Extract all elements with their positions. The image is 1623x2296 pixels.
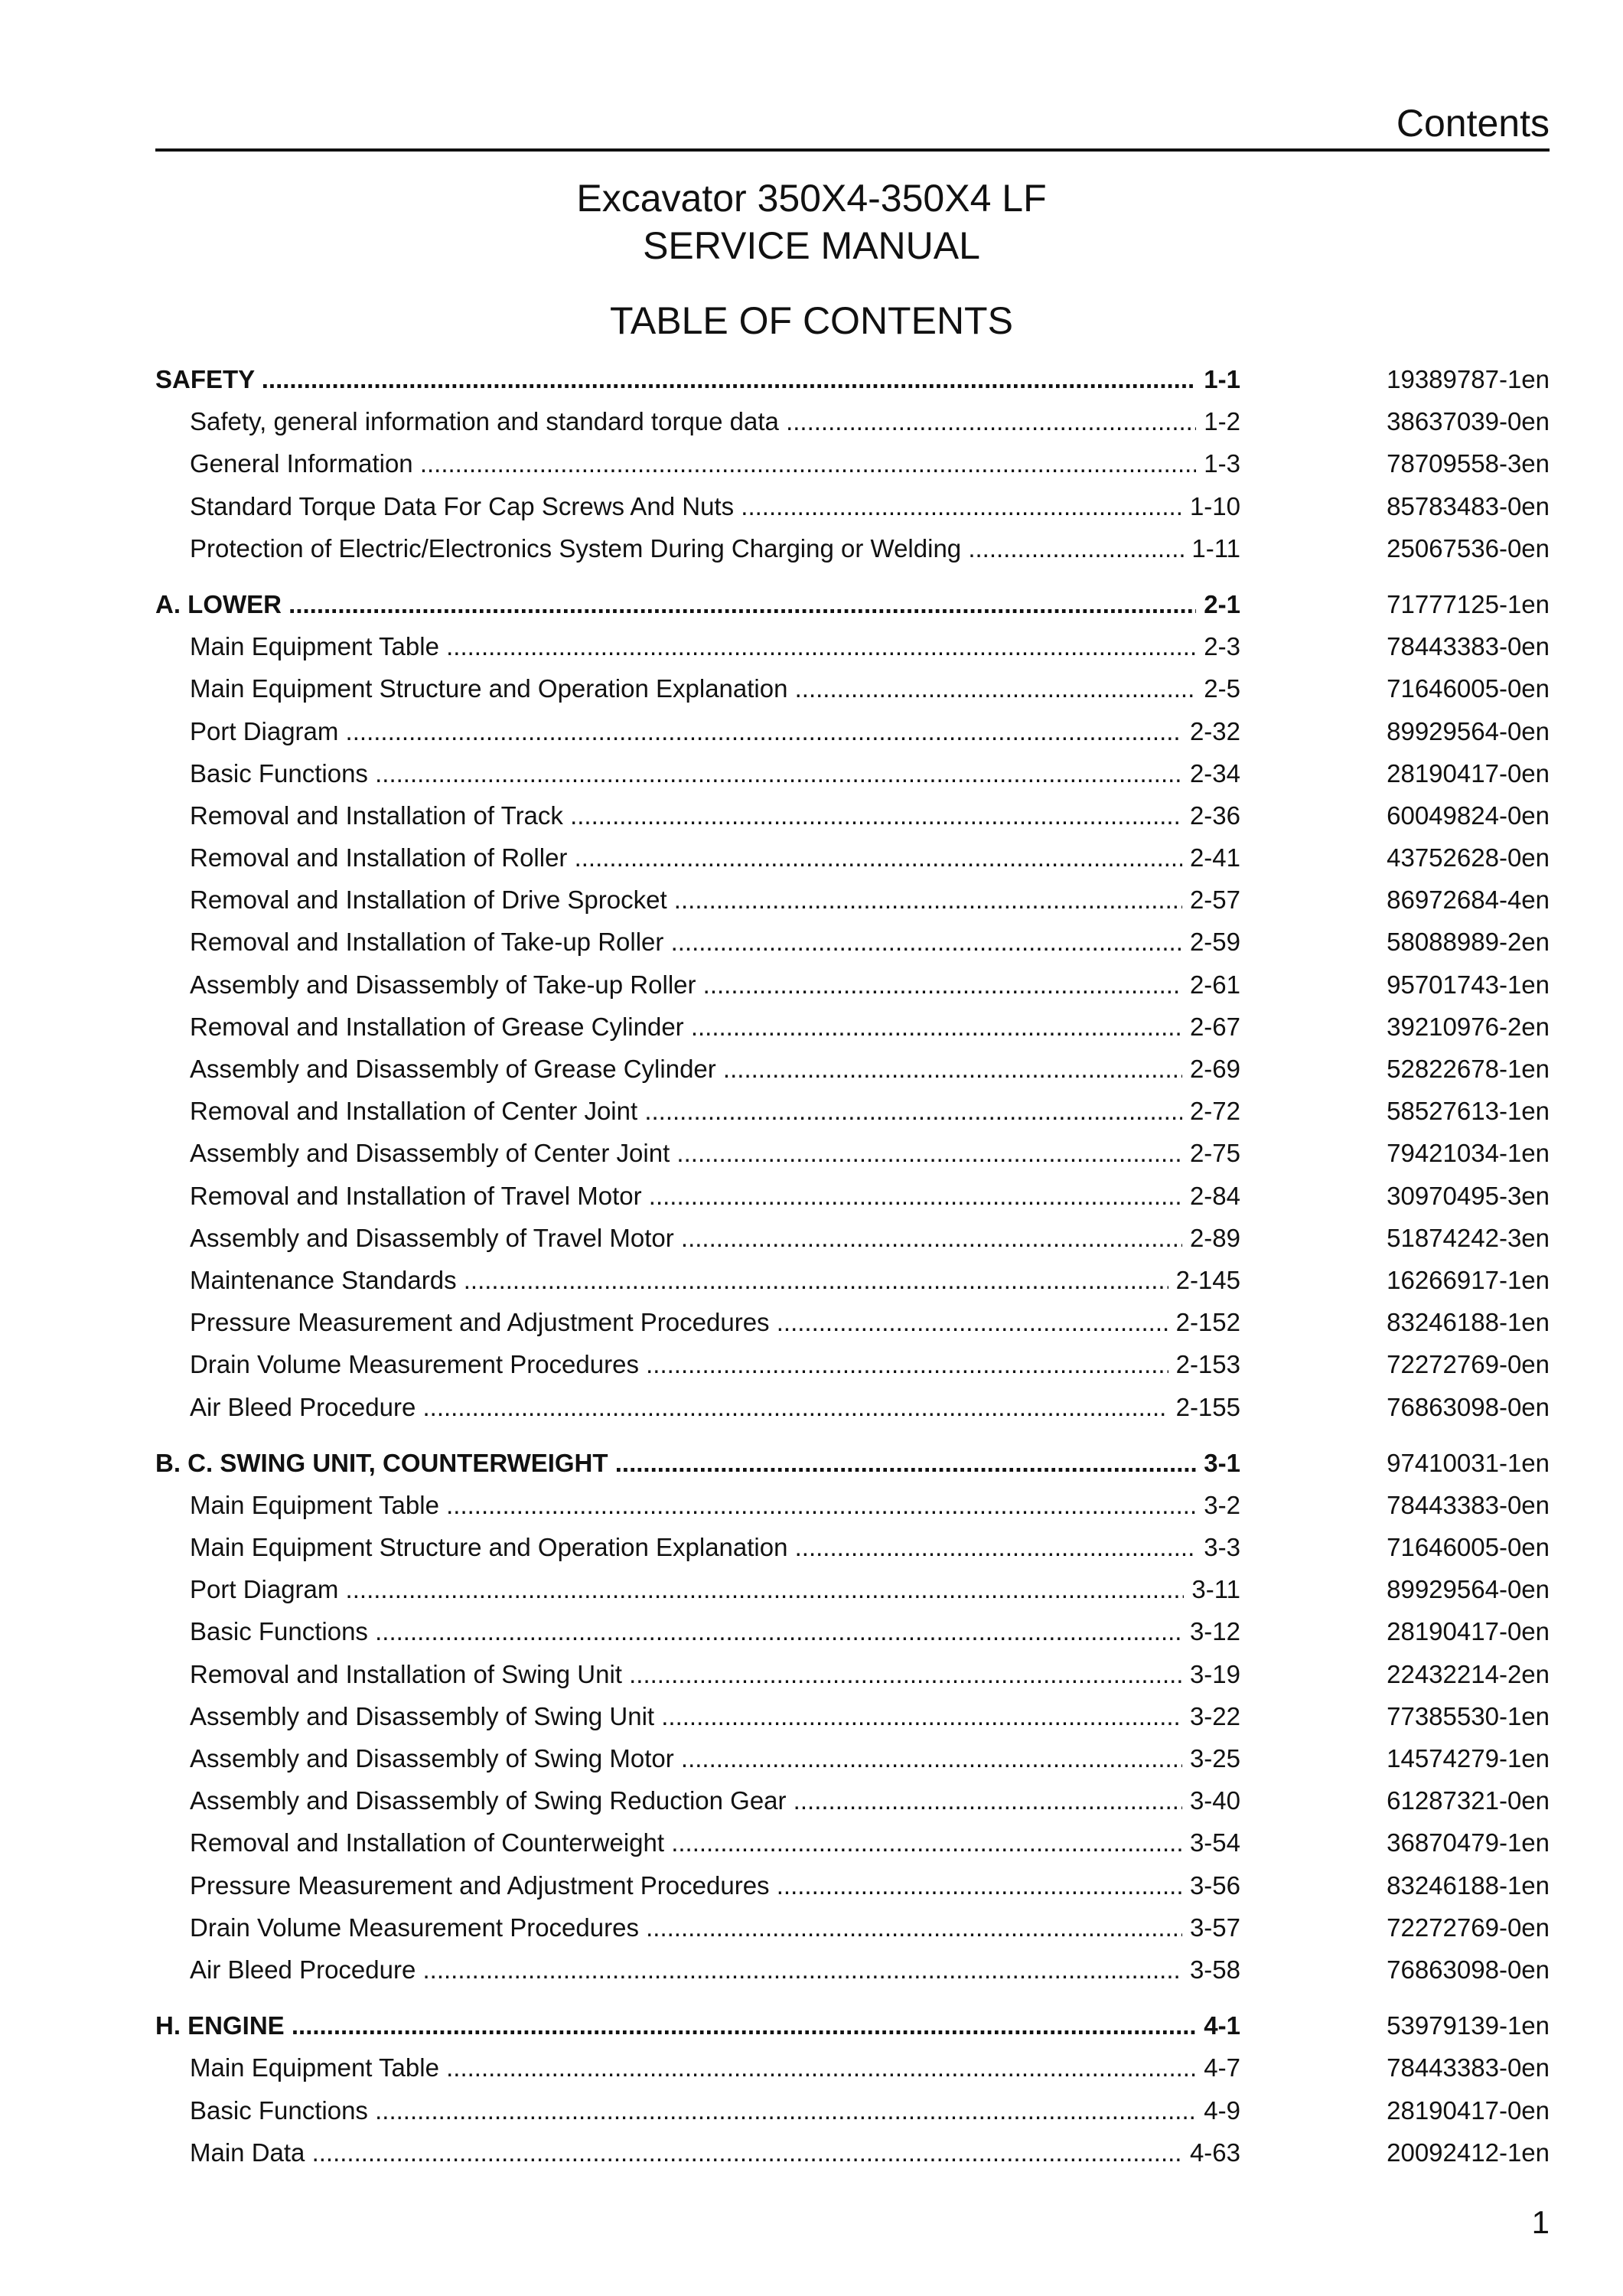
toc-doc-number: 30970495-3en: [1387, 1181, 1550, 1210]
toc-doc-number: 28190417-0en: [1387, 1617, 1550, 1646]
toc-doc-number: 43752628-0en: [1387, 843, 1550, 872]
toc-page-ref: 2-145: [1168, 1259, 1240, 1301]
toc-page-ref: 2-1: [1196, 583, 1240, 625]
toc-entry-row: [155, 2089, 1550, 2131]
toc-entry-title: Removal and Installation of Grease Cylinder .....: [190, 1006, 1240, 1048]
toc-entry-row: [155, 837, 1550, 879]
toc-entry-row: [155, 1779, 1550, 1821]
toc-doc-number: 78443383-0en: [1387, 1490, 1550, 1519]
toc-entry-title: Assembly and Disassembly of Swing Motor .....: [190, 1737, 1240, 1779]
toc-entry-title: Assembly and Disassembly of Take-up Roller .....: [190, 964, 1240, 1006]
toc-page-ref: 3-40: [1182, 1779, 1240, 1821]
toc-entry-title: Drain Volume Measurement Procedures .....: [190, 1906, 1240, 1949]
toc-page-ref: 2-155: [1168, 1386, 1240, 1428]
toc-section-row: [155, 358, 1550, 400]
toc-entry-title: Basic Functions .....: [190, 2089, 1240, 2131]
toc-page-ref: 2-84: [1182, 1175, 1240, 1217]
toc-entry-row: [155, 1737, 1550, 1779]
toc-page-ref: 3-11: [1184, 1568, 1240, 1610]
toc-entry-row: [155, 1132, 1550, 1174]
toc-doc-number: 61287321-0en: [1387, 1786, 1550, 1815]
toc-page-ref: 2-69: [1182, 1048, 1240, 1090]
toc-doc-number: 72272769-0en: [1387, 1350, 1550, 1379]
toc-entry-title: H. ENGINE .....: [155, 2004, 1240, 2047]
toc-entry-title: Basic Functions .....: [190, 752, 1240, 794]
toc-entry-row: [155, 1259, 1550, 1301]
toc-doc-number: 86972684-4en: [1387, 885, 1550, 915]
toc-entry-title: Assembly and Disassembly of Swing Unit .....: [190, 1695, 1240, 1737]
toc-entry-title: Removal and Installation of Track .....: [190, 794, 1240, 837]
toc-entry-row: [155, 527, 1550, 569]
toc-entry-title: Maintenance Standards .....: [190, 1259, 1240, 1301]
toc-doc-number: 78709558-3en: [1387, 449, 1550, 478]
toc-entry-title: Air Bleed Procedure .....: [190, 1949, 1240, 1991]
toc-doc-number: 78443383-0en: [1387, 632, 1550, 661]
toc-page-ref: 1-2: [1196, 400, 1240, 442]
toc-entry-title: Removal and Installation of Roller .....: [190, 837, 1240, 879]
toc-page-ref: 2-3: [1196, 625, 1240, 667]
toc-entry-title: Main Data .....: [190, 2131, 1240, 2174]
toc-entry-title: Protection of Electric/Electronics System During Charging or Welding .....: [190, 527, 1240, 569]
toc-page-ref: 2-153: [1168, 1343, 1240, 1385]
toc-entry-title: Main Equipment Structure and Operation Explanation .....: [190, 667, 1240, 709]
toc-entry-row: [155, 1864, 1550, 1906]
toc-page-ref: 4-63: [1182, 2131, 1240, 2174]
toc-page-ref: 3-2: [1196, 1484, 1240, 1526]
toc-entry-title: Basic Functions .....: [190, 1610, 1240, 1652]
toc-page-ref: 3-54: [1182, 1821, 1240, 1864]
toc-doc-number: 71777125-1en: [1387, 589, 1550, 618]
toc-section-row: [155, 1442, 1550, 1484]
toc-page-ref: 1-11: [1184, 527, 1240, 569]
toc-entry-row: [155, 667, 1550, 709]
toc-page-ref: 3-57: [1182, 1906, 1240, 1949]
toc-page-ref: 2-32: [1182, 710, 1240, 752]
toc-entry-row: [155, 2131, 1550, 2174]
toc-doc-number: 51874242-3en: [1387, 1223, 1550, 1252]
toc-entry-title: Assembly and Disassembly of Center Joint .....: [190, 1132, 1240, 1174]
toc-entry-title: Port Diagram .....: [190, 710, 1240, 752]
toc-doc-number: 71646005-0en: [1387, 1533, 1550, 1562]
toc-entry-title: SAFETY .....: [155, 358, 1240, 400]
toc-entry-row: [155, 1526, 1550, 1568]
toc-page-ref: 2-41: [1182, 837, 1240, 879]
toc-page-ref: 2-72: [1182, 1090, 1240, 1132]
toc-entry-row: [155, 964, 1550, 1006]
toc-doc-number: 38637039-0en: [1387, 407, 1550, 436]
toc-page-ref: 3-1: [1196, 1442, 1240, 1484]
toc-doc-number: 83246188-1en: [1387, 1870, 1550, 1900]
toc-entry-row: [155, 1484, 1550, 1526]
toc-entry-title: B. C. SWING UNIT, COUNTERWEIGHT .....: [155, 1442, 1240, 1484]
toc-doc-number: 76863098-0en: [1387, 1955, 1550, 1984]
toc-section-row: [155, 2004, 1550, 2047]
toc-doc-number: 78443383-0en: [1387, 2053, 1550, 2082]
toc-page-ref: 2-67: [1182, 1006, 1240, 1048]
toc-entry-row: [155, 2047, 1550, 2089]
document-title: [0, 174, 1623, 269]
toc-page-ref: 2-36: [1182, 794, 1240, 837]
toc-doc-number: 77385530-1en: [1387, 1701, 1550, 1730]
toc-doc-number: 83246188-1en: [1387, 1308, 1550, 1337]
toc-page-ref: 4-9: [1196, 2089, 1240, 2131]
toc-entry-row: [155, 485, 1550, 527]
toc-entry-row: [155, 710, 1550, 752]
toc-doc-number: 95701743-1en: [1387, 970, 1550, 999]
toc-doc-number: 89929564-0en: [1387, 716, 1550, 745]
toc-page-ref: 2-152: [1168, 1301, 1240, 1343]
toc-doc-number: 39210976-2en: [1387, 1012, 1550, 1041]
toc-entry-row: [155, 1610, 1550, 1652]
document-title-line2: SERVICE MANUAL: [643, 224, 980, 267]
toc-entry-row: [155, 1006, 1550, 1048]
toc-entry-title: Removal and Installation of Travel Motor .....: [190, 1175, 1240, 1217]
toc-entry-title: Removal and Installation of Counterweight .....: [190, 1821, 1240, 1864]
toc-page-ref: 3-12: [1182, 1610, 1240, 1652]
toc-entry-row: [155, 1653, 1550, 1695]
toc-doc-number: 60049824-0en: [1387, 801, 1550, 830]
toc-entry-title: Assembly and Disassembly of Grease Cylinder .....: [190, 1048, 1240, 1090]
toc-entry-title: Pressure Measurement and Adjustment Procedures .....: [190, 1301, 1240, 1343]
toc-entry-title: Standard Torque Data For Cap Screws And Nuts .....: [190, 485, 1240, 527]
toc-entry-row: [155, 794, 1550, 837]
toc-entry-title: Main Equipment Structure and Operation Explanation .....: [190, 1526, 1240, 1568]
toc-doc-number: 89929564-0en: [1387, 1575, 1550, 1604]
toc-entry-title: Main Equipment Table .....: [190, 1484, 1240, 1526]
toc-entry-title: Main Equipment Table .....: [190, 625, 1240, 667]
toc-doc-number: 22432214-2en: [1387, 1659, 1550, 1688]
page-number: 1: [1531, 2204, 1550, 2240]
toc-entry-row: [155, 442, 1550, 484]
toc-page-ref: 1-1: [1196, 358, 1240, 400]
toc-page-ref: 1-10: [1182, 485, 1240, 527]
toc-entry-row: [155, 1048, 1550, 1090]
toc-entry-row: [155, 1217, 1550, 1259]
table-of-contents: [155, 358, 1550, 2174]
toc-doc-number: 16266917-1en: [1387, 1265, 1550, 1294]
toc-page-ref: 4-7: [1196, 2047, 1240, 2089]
toc-page-ref: 3-3: [1196, 1526, 1240, 1568]
toc-entry-title: Removal and Installation of Center Joint .....: [190, 1090, 1240, 1132]
toc-page-ref: 4-1: [1196, 2004, 1240, 2047]
toc-doc-number: 28190417-0en: [1387, 2095, 1550, 2125]
toc-doc-number: 25067536-0en: [1387, 533, 1550, 563]
toc-entry-row: [155, 400, 1550, 442]
toc-doc-number: 72272769-0en: [1387, 1913, 1550, 1942]
toc-doc-number: 14574279-1en: [1387, 1744, 1550, 1773]
toc-heading: TABLE OF CONTENTS: [610, 299, 1013, 342]
toc-entry-row: [155, 1695, 1550, 1737]
toc-page-ref: 3-19: [1182, 1653, 1240, 1695]
toc-entry-row: [155, 1949, 1550, 1991]
toc-doc-number: 52822678-1en: [1387, 1055, 1550, 1083]
toc-page-ref: 2-34: [1182, 752, 1240, 794]
toc-entry-title: Pressure Measurement and Adjustment Procedures .....: [190, 1864, 1240, 1906]
toc-page-ref: 2-61: [1182, 964, 1240, 1006]
toc-entry-title: Drain Volume Measurement Procedures .....: [190, 1343, 1240, 1385]
toc-doc-number: 19389787-1en: [1387, 365, 1550, 393]
toc-entry-title: Safety, general information and standard torque data .....: [190, 400, 1240, 442]
document-title-line1: Excavator 350X4-350X4 LF: [576, 177, 1047, 220]
toc-doc-number: 85783483-0en: [1387, 491, 1550, 520]
toc-entry-title: Main Equipment Table .....: [190, 2047, 1240, 2089]
toc-entry-title: A. LOWER .....: [155, 583, 1240, 625]
toc-entry-row: [155, 921, 1550, 963]
toc-entry-row: [155, 1090, 1550, 1132]
toc-page-ref: 2-89: [1182, 1217, 1240, 1259]
header-title: Contents: [1396, 102, 1550, 145]
toc-doc-number: 58527613-1en: [1387, 1097, 1550, 1126]
toc-page-ref: 2-59: [1182, 921, 1240, 963]
toc-entry-row: [155, 1906, 1550, 1949]
toc-entry-row: [155, 1301, 1550, 1343]
toc-entry-row: [155, 879, 1550, 921]
toc-doc-number: 97410031-1en: [1387, 1448, 1550, 1477]
toc-entry-row: [155, 1386, 1550, 1428]
toc-entry-row: [155, 1568, 1550, 1610]
toc-doc-number: 76863098-0en: [1387, 1392, 1550, 1421]
toc-entry-title: Assembly and Disassembly of Swing Reduction Gear .....: [190, 1779, 1240, 1821]
toc-entry-title: Assembly and Disassembly of Travel Motor .....: [190, 1217, 1240, 1259]
toc-entry-title: Port Diagram .....: [190, 1568, 1240, 1610]
toc-doc-number: 20092412-1en: [1387, 2138, 1550, 2167]
toc-doc-number: 79421034-1en: [1387, 1139, 1550, 1168]
toc-entry-title: Removal and Installation of Drive Sprocket .....: [190, 879, 1240, 921]
toc-entry-row: [155, 1821, 1550, 1864]
toc-doc-number: 28190417-0en: [1387, 758, 1550, 788]
toc-page-ref: 3-22: [1182, 1695, 1240, 1737]
page-header: [155, 99, 1550, 152]
toc-page-ref: 2-5: [1196, 667, 1240, 709]
toc-doc-number: 58088989-2en: [1387, 928, 1550, 957]
toc-entry-row: [155, 1343, 1550, 1385]
toc-entry-row: [155, 625, 1550, 667]
toc-entry-title: Removal and Installation of Take-up Roller .....: [190, 921, 1240, 963]
toc-doc-number: 71646005-0en: [1387, 674, 1550, 703]
toc-page-ref: 3-58: [1182, 1949, 1240, 1991]
toc-entry-title: General Information .....: [190, 442, 1240, 484]
toc-page-ref: 3-56: [1182, 1864, 1240, 1906]
toc-page-ref: 2-57: [1182, 879, 1240, 921]
toc-entry-row: [155, 752, 1550, 794]
toc-page-ref: 2-75: [1182, 1132, 1240, 1174]
toc-section-row: [155, 583, 1550, 625]
toc-entry-title: Removal and Installation of Swing Unit .....: [190, 1653, 1240, 1695]
toc-page-ref: 1-3: [1196, 442, 1240, 484]
toc-doc-number: 53979139-1en: [1387, 2011, 1550, 2040]
toc-entry-title: Air Bleed Procedure .....: [190, 1386, 1240, 1428]
toc-doc-number: 36870479-1en: [1387, 1828, 1550, 1857]
toc-page-ref: 3-25: [1182, 1737, 1240, 1779]
toc-entry-row: [155, 1175, 1550, 1217]
